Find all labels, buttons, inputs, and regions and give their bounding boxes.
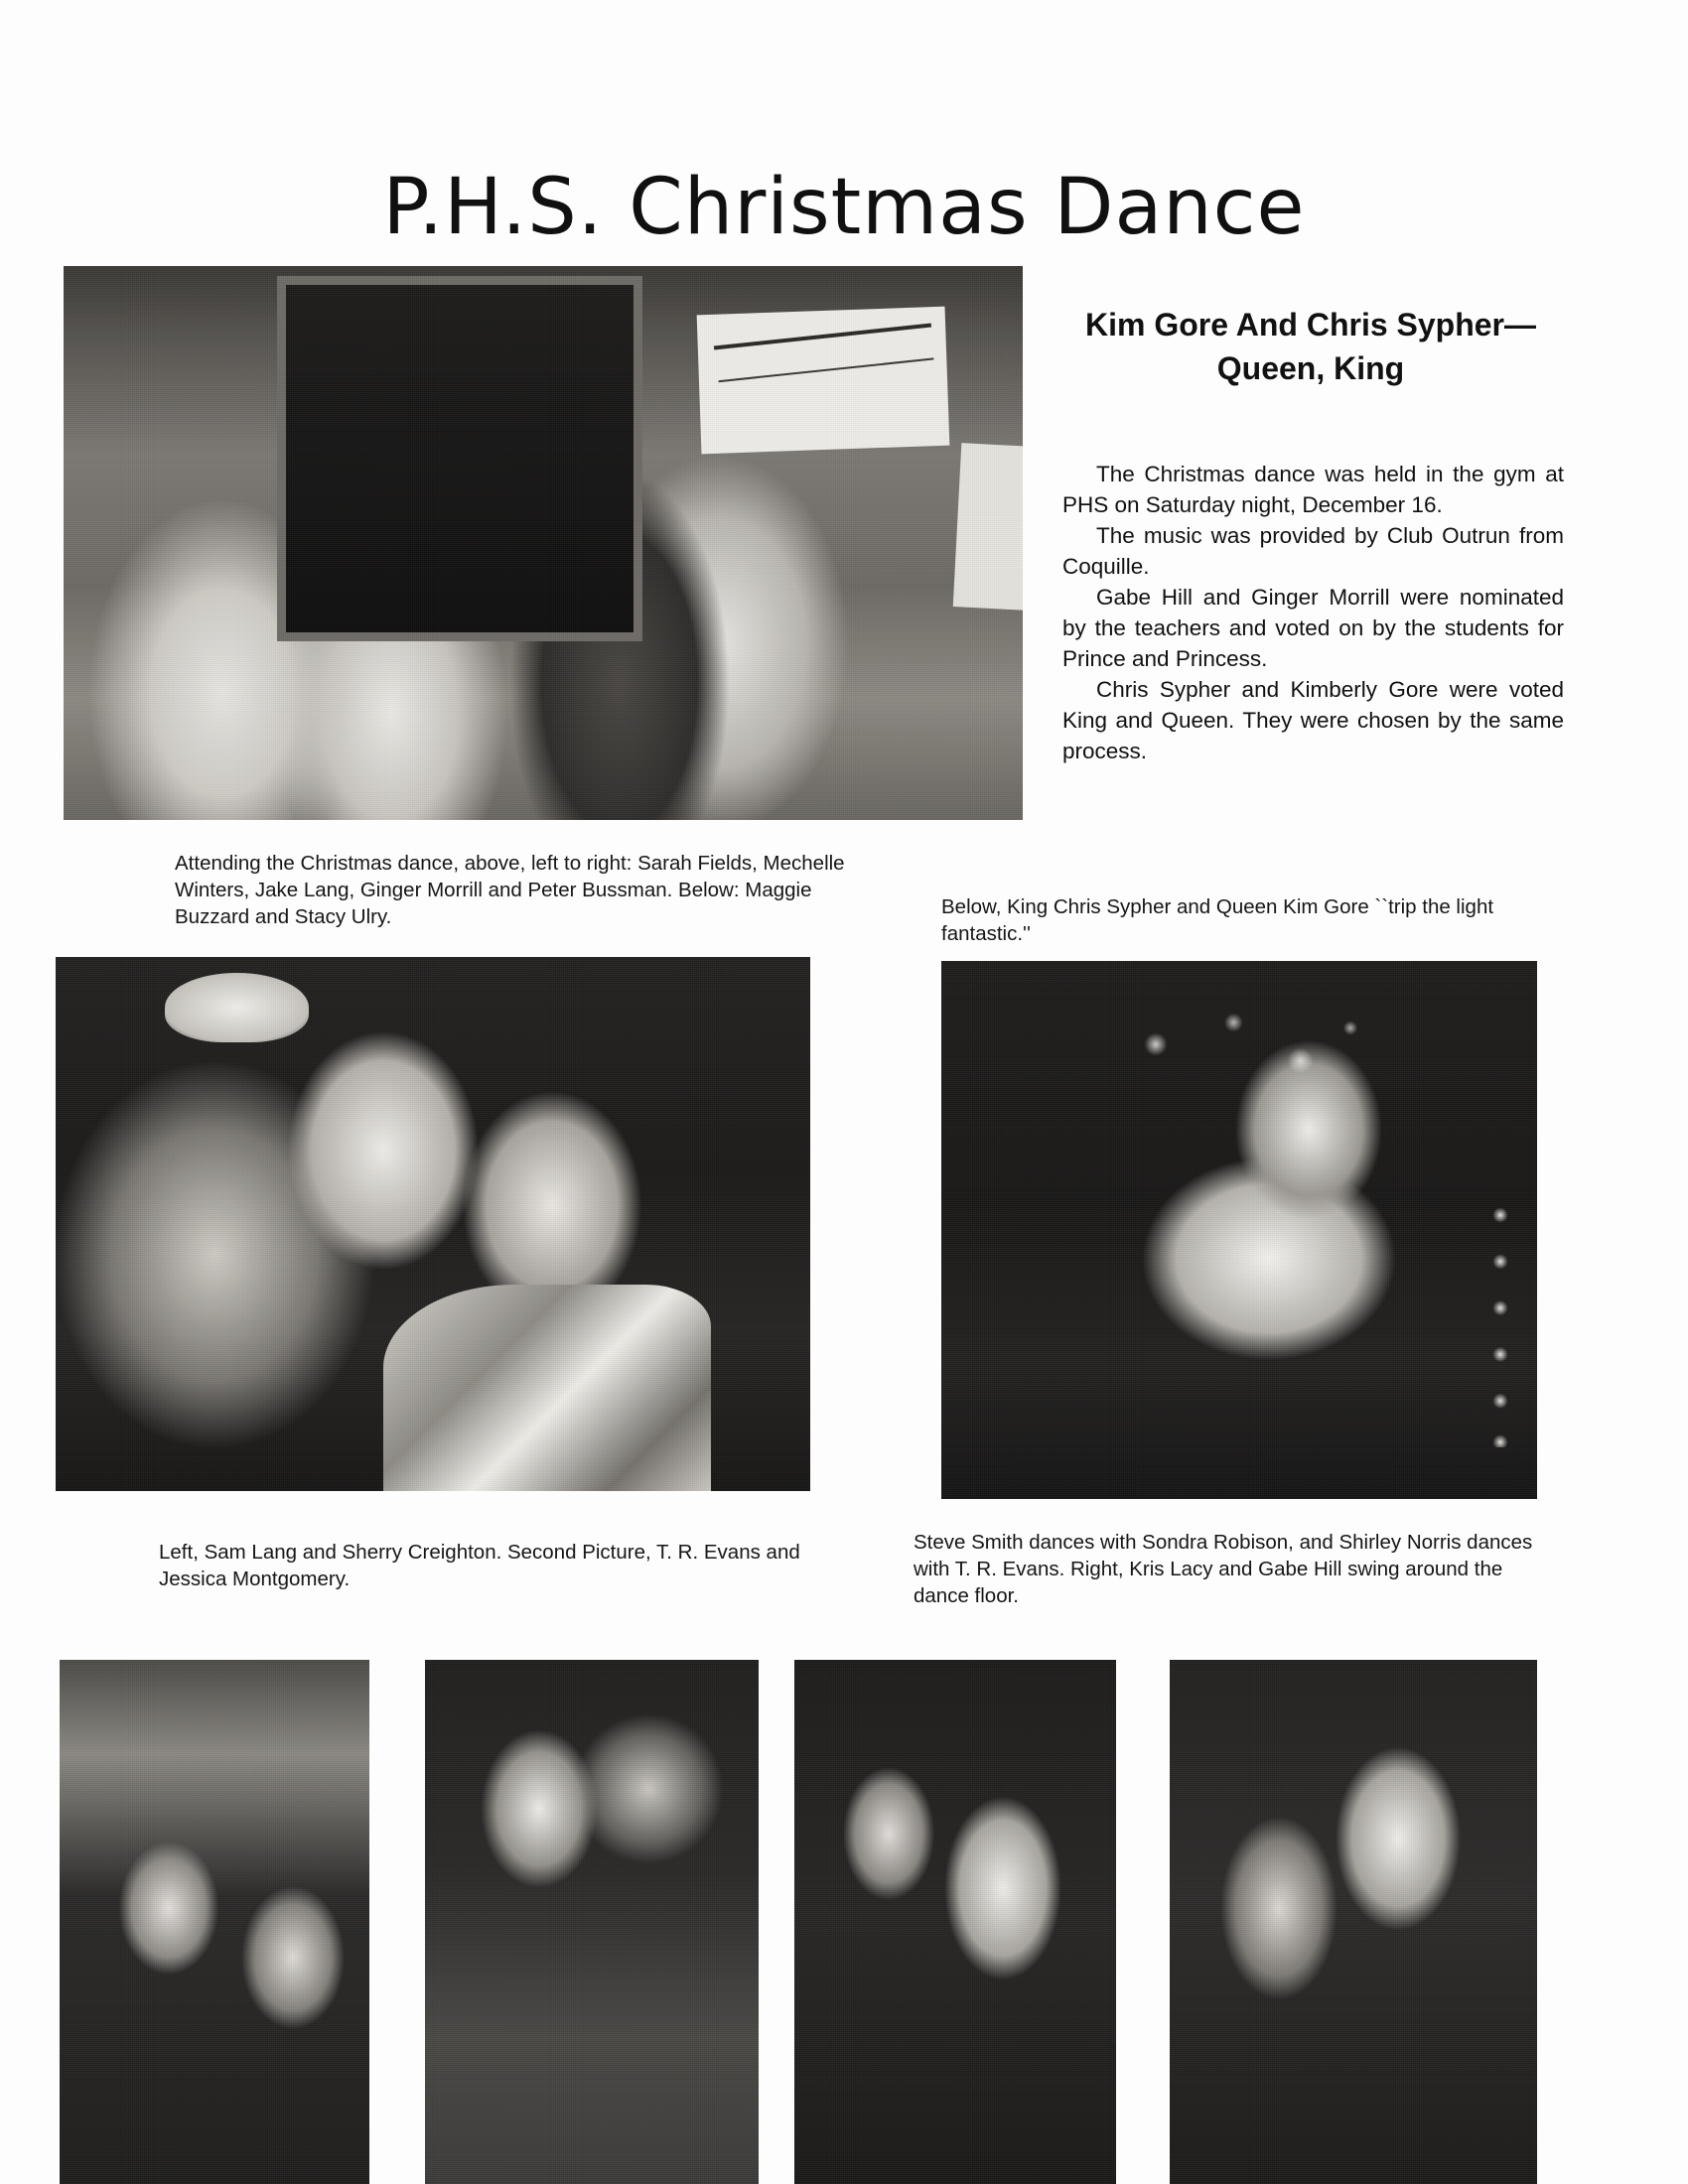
article-paragraph: Gabe Hill and Ginger Morrill were nominated by the teachers and voted on by the students for Prince and Princess. — [1062, 585, 1564, 671]
article-paragraph: Chris Sypher and Kimberly Gore were voted King and Queen. They were chosen by the same process. — [1062, 677, 1564, 763]
caption-top-left: Attending the Christmas dance, above, left to right: Sarah Fields, Mechelle Winters, Jake Lang, Ginger Morrill and Peter Bussman. Below: Maggie Buzzard and Stacy Ulry. — [175, 852, 845, 928]
photo-grain — [56, 957, 810, 1491]
photo-grain — [60, 1660, 369, 2184]
photo-bottom-4 — [1170, 1660, 1537, 2184]
article-paragraph: The Christmas dance was held in the gym at PHS on Saturday night, December 16. — [1062, 462, 1564, 517]
article-headline: Kim Gore And Chris Sypher—Queen, King — [1085, 306, 1536, 386]
caption-left-pair: Left, Sam Lang and Sherry Creighton. Second Picture, T. R. Evans and Jessica Montgomery. — [159, 1541, 800, 1590]
photo-grain — [941, 961, 1537, 1499]
photo-two-girls — [56, 957, 810, 1491]
photo-grain — [64, 266, 1023, 820]
photo-bottom-2 — [425, 1660, 759, 2184]
page-title: P.H.S. Christmas Dance — [382, 163, 1306, 253]
caption-right-pair: Steve Smith dances with Sondra Robison, and Shirley Norris dances with T. R. Evans. Right, Kris Lacy and Gabe Hill swing around the dance floor. — [914, 1531, 1533, 1607]
photo-king-queen — [941, 961, 1537, 1499]
photo-group-doorway — [64, 266, 1023, 820]
article-paragraph: The music was provided by Club Outrun from Coquille. — [1062, 523, 1564, 579]
article-body — [1062, 459, 1564, 766]
photo-grain — [425, 1660, 759, 2184]
photo-bottom-1 — [60, 1660, 369, 2184]
photo-grain — [1170, 1660, 1537, 2184]
photo-bottom-3 — [794, 1660, 1116, 2184]
caption-king-queen: Below, King Chris Sypher and Queen Kim Gore ``trip the light fantastic.'' — [941, 895, 1494, 945]
photo-grain — [794, 1660, 1116, 2184]
